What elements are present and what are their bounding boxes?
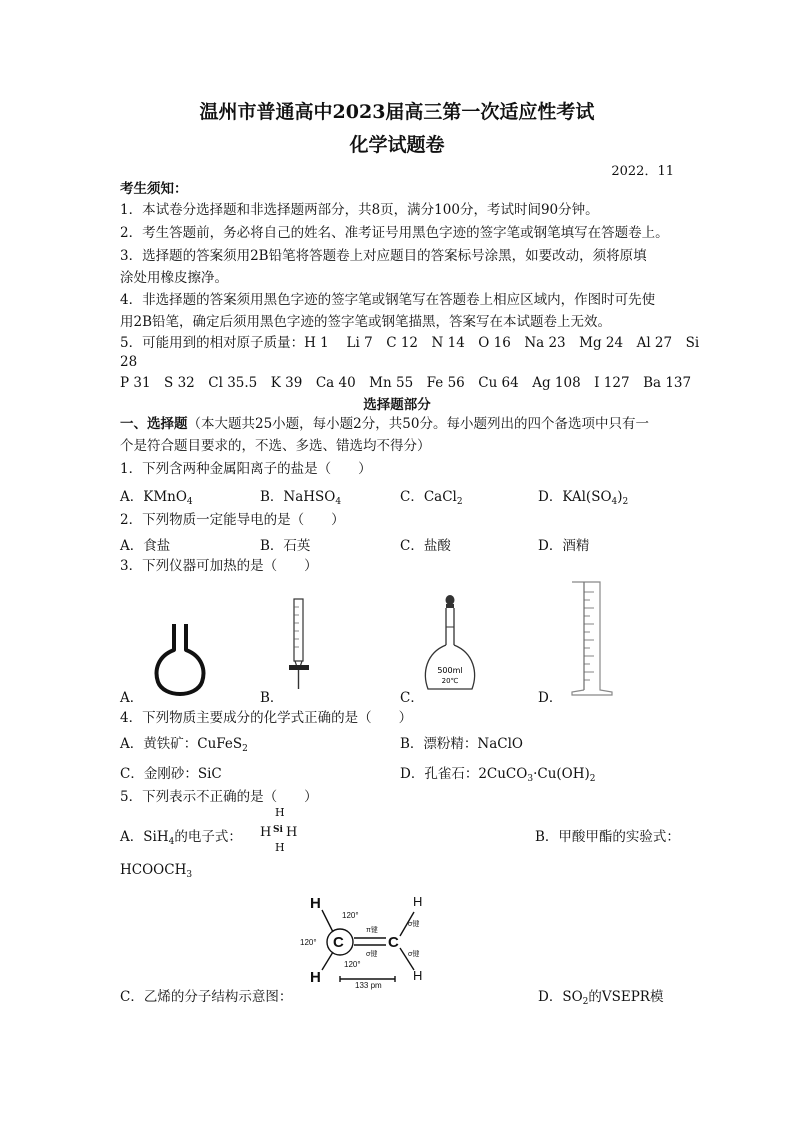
q3-option-d: D． — [538, 690, 563, 706]
q3-option-b: B． — [260, 690, 284, 706]
notice-item: 涂处用橡皮擦净。 — [120, 270, 228, 286]
q4-option-a: A．黄铁矿：CuFeS$_2$ — [120, 736, 248, 754]
part-desc-cont: 个是符合题目要求的，不选、多选、错选均不得分） — [120, 438, 431, 454]
exam-date: 2022．11 — [611, 164, 674, 179]
notice-item: 5．可能用到的相对原子质量：H 1 Li 7 C 12 N 14 O 16 Na 23 Mg 24 Al 27 Si — [120, 335, 700, 351]
q5-option-c: C．乙烯的分子结构示意图： — [120, 989, 293, 1005]
q2-option-d: D．酒精 — [538, 538, 590, 554]
notice-item: 28 — [120, 354, 138, 370]
notice-item: 用2B铅笔，确定后须用黑色字迹的签字笔或钢笔描黑，答案写在本试题卷上无效。 — [120, 314, 612, 330]
si-center: Si — [273, 825, 283, 835]
q4-stem: 4．下列物质主要成分的化学式正确的是（ ） — [120, 710, 413, 726]
q3-stem: 3．下列仪器可加热的是（ ） — [120, 558, 318, 574]
q1-option-c: C．CaCl$_2$ — [400, 489, 463, 507]
q5-option-b-value: $HCOOCH_3$ — [120, 862, 193, 880]
q5-option-d: D．$SO_2$的VSEPR模 — [538, 989, 664, 1007]
round-flask-image — [150, 620, 210, 700]
page-subtitle: 化学试题卷 — [349, 134, 445, 156]
q3-option-a: A． — [120, 690, 144, 706]
h-left: H — [260, 825, 272, 840]
sigma-bond-label: σ键 — [408, 921, 420, 928]
q2-stem: 2．下列物质一定能导电的是（ ） — [120, 512, 345, 528]
angle-label: 120° — [344, 960, 361, 969]
angle-label: 120° — [300, 938, 317, 947]
q4-option-c: C．金刚砂：SiC — [120, 766, 222, 782]
notice-item: 1．本试卷分选择题和非选择题两部分，共8页，满分100分，考试时间90分钟。 — [120, 202, 599, 218]
flask-temp-label: 20℃ — [441, 677, 459, 685]
q1-stem: 1．下列含两种金属阳离子的盐是（ ） — [120, 461, 372, 477]
q1-option-d: D．$KAl(SO_4)_2$ — [538, 489, 629, 507]
h-bottom: H — [275, 841, 285, 854]
h-top: H — [275, 806, 285, 819]
h-right: H — [286, 825, 298, 840]
bond-length-label: 133 pm — [355, 981, 382, 990]
pi-bond-label: π键 — [366, 927, 378, 934]
c-atom: C — [333, 934, 344, 951]
notice-item: 4．非选择题的答案须用黑色字迹的签字笔或钢笔写在答题卷上相应区域内，作图时可先使 — [120, 292, 656, 308]
ethylene-structure-diagram — [300, 890, 440, 992]
h-atom: H — [413, 894, 423, 909]
q2-option-c: C．盐酸 — [400, 538, 451, 554]
angle-label: 120° — [342, 911, 359, 920]
part-heading: 一、选择题 — [120, 416, 188, 432]
notice-item: P 31 S 32 Cl 35.5 K 39 Ca 40 Mn 55 Fe 56 Cu 64 Ag 108 I 127 Ba 137 — [120, 375, 692, 391]
flask-volume-label: 500ml — [437, 666, 463, 675]
part-desc: （本大题共25小题，每小题2分，共50分。每小题列出的四个备选项中只有一 — [187, 416, 649, 432]
notice-item: 2．考生答题前，务必将自己的姓名、准考证号用黑色字迹的签字笔或钢笔填写在答题卷上。 — [120, 225, 669, 241]
notice-item: 3．选择题的答案须用2B铅笔将答题卷上对应题目的答案标号涂黑，如要改动，须将原填 — [120, 248, 647, 264]
q4-option-b: B．漂粉精：NaClO — [400, 736, 523, 752]
h-atom: H — [310, 895, 321, 912]
q1-option-a: A．KMnO$_4$ — [120, 489, 193, 507]
h-atom: H — [413, 968, 423, 983]
burette-image — [285, 597, 315, 697]
sigma-bond-label: σ键 — [408, 951, 420, 958]
graduated-cylinder-image — [570, 580, 614, 698]
q5-option-b: B．甲酸甲酯的实验式： — [535, 829, 680, 845]
page-title: 温州市普通高中2023届高三第一次适应性考试 — [199, 101, 595, 123]
volumetric-flask-image — [420, 593, 480, 697]
q5-option-a: A．SiH$_4$的电子式： — [120, 829, 242, 847]
c-atom: C — [388, 934, 399, 951]
q5-stem: 5．下列表示不正确的是（ ） — [120, 789, 318, 805]
q2-option-b: B．石英 — [260, 538, 311, 554]
section-title: 选择题部分 — [363, 397, 431, 413]
q3-option-c: C． — [400, 690, 424, 706]
q1-option-b: B．NaHSO$_4$ — [260, 489, 342, 507]
sigma-bond-label: σ键 — [366, 951, 378, 958]
h-atom: H — [310, 969, 321, 986]
q4-option-d: D．孔雀石：$2CuCO_3\cdot Cu(OH)_2$ — [400, 766, 596, 784]
part-description — [120, 414, 649, 434]
sih4-electron-formula — [260, 806, 300, 854]
notice-heading: 考生须知： — [120, 181, 188, 197]
q2-option-a: A．食盐 — [120, 538, 171, 554]
